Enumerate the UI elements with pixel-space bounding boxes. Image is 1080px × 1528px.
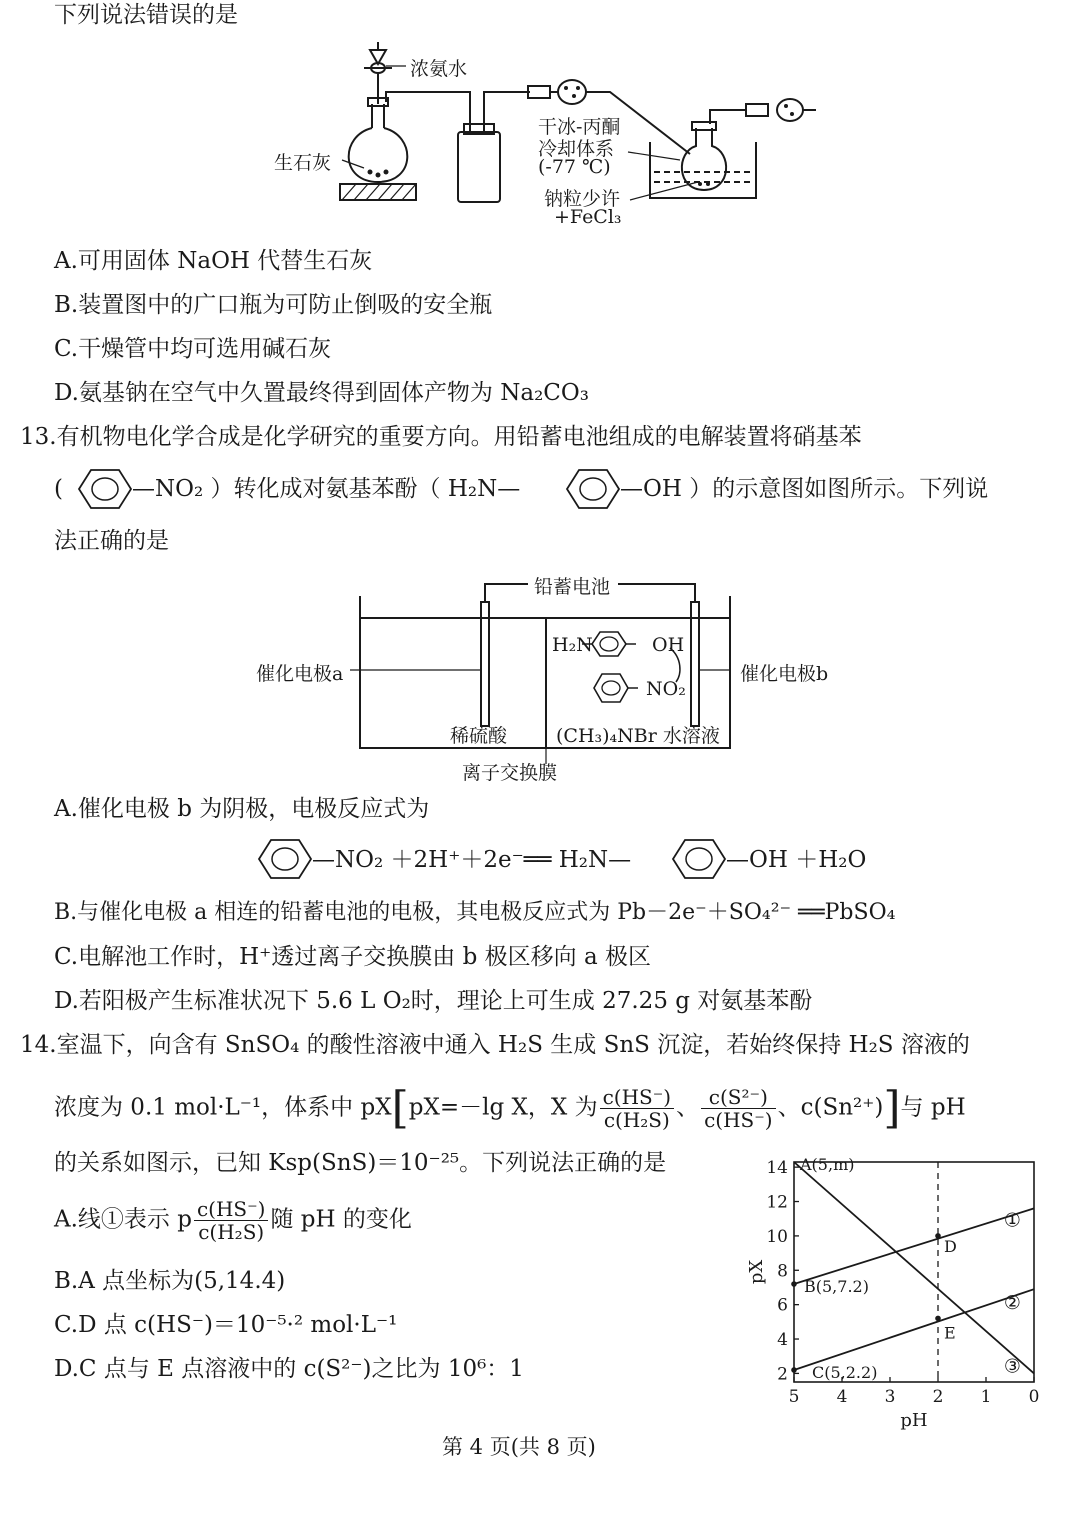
q13-option-c: C.电解池工作时，H⁺透过离子交换膜由 b 极区移向 a 极区	[54, 944, 651, 970]
page-footer: 第 4 页(共 8 页)	[442, 1435, 596, 1459]
label-no2: NO₂	[646, 678, 686, 700]
data-point	[935, 1316, 941, 1322]
x-tick-label: 4	[836, 1387, 848, 1407]
y-tick-label: 2	[777, 1364, 788, 1385]
point-label: A(5,m)	[800, 1155, 855, 1174]
data-point	[791, 1367, 797, 1373]
fraction-hs-over-h2s: $\frac{c(HS^-)}{\text{c(H₂S)}}$	[194, 1198, 269, 1243]
x-tick-label: 0	[1028, 1387, 1040, 1407]
q13-option-a: A.催化电极 b 为阴极，电极反应式为	[54, 796, 430, 822]
point-label: D	[944, 1236, 957, 1256]
q14-line-3: 的关系如图示，已知 Ksp(SnS)＝10⁻²⁵。下列说法正确的是	[54, 1150, 667, 1176]
y-tick-label: 6	[777, 1295, 788, 1316]
q12-option-d: D.氨基钠在空气中久置最终得到固体产物为 Na₂CO₃	[54, 380, 589, 406]
x-axis-label: pH	[900, 1410, 928, 1431]
point-label: B(5,7.2)	[804, 1277, 869, 1297]
x-tick-label: 1	[980, 1387, 992, 1407]
q13-option-b: B.与催化电极 a 相连的铅蓄电池的电极，其电极反应式为 Pb－2e⁻＋SO₄²⁻ ══PbSO₄	[54, 900, 896, 925]
y-tick-label: 12	[766, 1192, 788, 1213]
q13-line-2a: (	[54, 476, 63, 502]
fraction-s-over-hs: $\frac{\text{c(S²⁻)}}{c(HS^-)}$	[701, 1086, 776, 1131]
label-electrode-b: 催化电极b	[740, 663, 829, 685]
x-tick-label: 5	[788, 1387, 800, 1407]
series-label: ①	[1003, 1209, 1021, 1232]
series-line	[794, 1162, 1034, 1373]
q13-line-2b: —NO₂ ）转化成对氨基苯酚（ H₂N—	[132, 476, 521, 502]
q14-option-c: C.D 点 c(HS⁻)＝10⁻⁵·² mol·L⁻¹	[54, 1312, 398, 1338]
q12-option-c: C.干燥管中均可选用碱石灰	[54, 336, 332, 362]
y-tick-label: 10	[766, 1226, 788, 1247]
y-tick-label: 8	[777, 1261, 788, 1282]
benzene-ring-icon	[78, 468, 132, 510]
q13-line-3: 法正确的是	[54, 528, 169, 554]
q14-option-a: A.线①表示 p $\frac{c(HS^-)}{\text{c(H₂S)}}$ 随 pH 的变化	[54, 1197, 412, 1244]
label-sodium-2: +FeCl₃	[554, 206, 622, 228]
q13-option-a-eq-1: —NO₂ ＋2H⁺＋2e⁻══ H₂N—	[312, 847, 632, 873]
bracket-left: [	[391, 1082, 409, 1134]
label-electrode-a: 催化电极a	[256, 663, 344, 685]
x-tick-label: 3	[884, 1387, 896, 1407]
series-label: ③	[1003, 1355, 1021, 1378]
q12-option-a: A.可用固体 NaOH 代替生石灰	[54, 248, 373, 274]
label-sodium-1: 钠粒少许	[544, 188, 621, 210]
benzene-ring-icon	[258, 838, 312, 880]
label-quicklime: 生石灰	[274, 152, 332, 174]
q13-line-1: 13.有机物电化学合成是化学研究的重要方向。用铅蓄电池组成的电解装置将硝基苯	[20, 424, 862, 450]
point-label: E	[944, 1323, 956, 1343]
x-tick-label: 2	[932, 1387, 944, 1407]
q13-option-d: D.若阳极产生标准状况下 5.6 L O₂时，理论上可生成 27.25 g 对氨基苯酚	[54, 988, 813, 1014]
q14-option-d: D.C 点与 E 点溶液中的 c(S²⁻)之比为 10⁶：1	[54, 1356, 524, 1382]
label-cooling-1: 干冰-丙酮	[538, 116, 621, 138]
label-membrane: 离子交换膜	[462, 762, 558, 784]
q13-line-2c: —OH ）的示意图如图所示。下列说	[620, 476, 989, 502]
benzene-ring-icon	[566, 468, 620, 510]
label-acid: 稀硫酸	[450, 725, 508, 747]
series-line	[794, 1208, 1034, 1284]
y-axis-label: pX	[746, 1259, 767, 1285]
data-point	[791, 1281, 797, 1287]
data-point	[935, 1233, 941, 1239]
q13-option-a-eq-2: —OH ＋H₂O	[726, 847, 867, 873]
y-tick-label: 14	[766, 1158, 788, 1179]
label-oh: OH	[652, 634, 685, 656]
label-h2n: H₂N	[552, 634, 593, 656]
y-tick-label: 4	[777, 1330, 788, 1351]
label-ammonia: 浓氨水	[410, 58, 468, 80]
benzene-ring-icon	[672, 838, 726, 880]
label-battery: 铅蓄电池	[530, 572, 614, 599]
label-cooling-3: (-77 ℃)	[538, 156, 611, 178]
bracket-right: ]	[883, 1082, 901, 1134]
q14-line-2c: 、c(Sn²⁺)	[777, 1094, 884, 1121]
q12-stem-tail: 下列说法错误的是	[54, 2, 238, 28]
label-cooling-2: 冷却体系	[538, 138, 615, 160]
q14-option-b: B.A 点坐标为(5,14.4)	[54, 1268, 286, 1294]
q14-line-2: 浓度为 0.1 mol·L⁻¹，体系中 pX[pX=－lg X，X 为 $\frac{c(HS^-)}{\text{c(H₂S)}}$ 、 $\frac{\text{c(S²⁻)}}{c(HS^-)}$ 、c(Sn²⁺)]与 pH	[54, 1082, 966, 1134]
q12-option-b: B.装置图中的广口瓶为可防止倒吸的安全瓶	[54, 292, 493, 318]
px-ph-chart	[740, 1150, 1060, 1431]
series-label: ②	[1003, 1291, 1021, 1314]
q14-line-2a: 浓度为 0.1 mol·L⁻¹，体系中 pX	[54, 1094, 392, 1121]
point-label: C(5,2.2)	[812, 1362, 878, 1382]
series-line	[794, 1289, 1034, 1370]
q14-line-2b: pX=－lg X，X 为	[408, 1094, 598, 1121]
q14-line-2d: 与 pH	[900, 1094, 966, 1121]
fraction-hs-over-h2s: $\frac{c(HS^-)}{\text{c(H₂S)}}$	[600, 1086, 675, 1131]
label-solution: (CH₃)₄NBr 水溶液	[556, 725, 720, 747]
q14-line-1: 14.室温下，向含有 SnSO₄ 的酸性溶液中通入 H₂S 生成 SnS 沉淀，若始终保持 H₂S 溶液的	[20, 1032, 970, 1058]
